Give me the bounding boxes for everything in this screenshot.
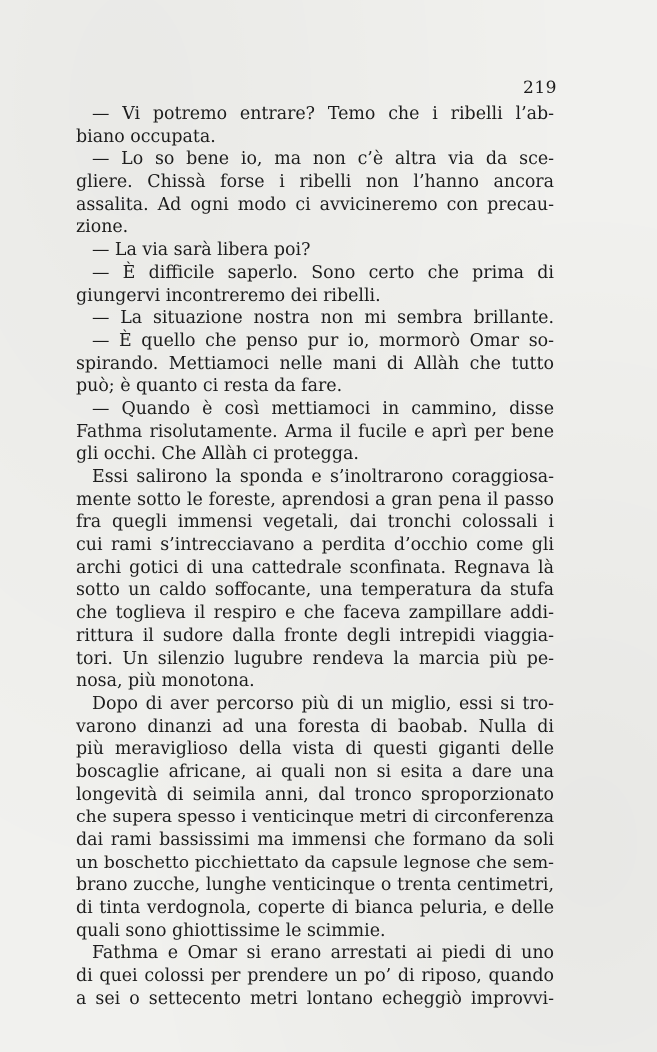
text-line: fra quegli immensi vegetali, dai tronchi colossali i xyxy=(76,512,554,533)
text-line: spirando. Mettiamoci nelle mani di Allàh che tutto xyxy=(76,353,554,374)
text-line: gli occhi. Che Allàh ci protegga. xyxy=(76,444,359,465)
text-line: può; è quanto ci resta da fare. xyxy=(76,376,343,397)
text-line: cui rami s’intrecciavano a perdita d’occhio come gli xyxy=(76,535,554,556)
text-line: a sei o settecento metri lontano echeggiò improvvi- xyxy=(76,988,554,1009)
text-line: — È difficile saperlo. Sono certo che prima di xyxy=(92,262,554,283)
text-line: gliere. Chissà forse i ribelli non l’hanno ancora xyxy=(76,172,554,193)
text-line: boscaglie africane, ai quali non si esita a dare una xyxy=(76,761,554,782)
text-line: archi gotici di una cattedrale sconfinata. Regnava là xyxy=(76,557,554,578)
text-line: — Vi potremo entrare? Temo che i ribelli l’ab- xyxy=(92,104,554,124)
text-line: Fathma risolutamente. Arma il fucile e aprì per bene xyxy=(76,421,554,442)
text-line: di quei colossi per prendere un po’ di riposo, quando xyxy=(76,966,554,987)
text-line: brano zucche, lunghe venticinque o trenta centimetri, xyxy=(76,875,554,896)
text-line: — Lo so bene io, ma non c’è altra via da sce- xyxy=(92,149,554,170)
text-line: varono dinanzi ad una foresta di baobab. Nulla di xyxy=(76,716,554,737)
text-line: — La via sarà libera poi? xyxy=(92,240,311,261)
text-line: Fathma e Omar si erano arrestati ai piedi di uno xyxy=(92,943,554,964)
page-number: 219 xyxy=(523,78,557,98)
text-line: più meraviglioso della vista di questi giganti delle xyxy=(76,739,554,760)
text-line: di tinta verdognola, coperte di bianca peluria, e delle xyxy=(76,898,554,919)
text-line: che toglieva il respiro e che faceva zampillare addi- xyxy=(76,603,554,624)
text-line: tori. Un silenzio lugubre rendeva la marcia più pe- xyxy=(76,648,554,669)
text-line: giungervi incontreremo dei ribelli. xyxy=(76,285,381,306)
text-line: Dopo di aver percorso più di un miglio, essi si tro- xyxy=(92,693,554,714)
text-line: — La situazione nostra non mi sembra brillante. xyxy=(92,308,554,329)
text-line: mente sotto le foreste, aprendosi a gran pena il passo xyxy=(76,489,554,510)
text-line: zione. xyxy=(76,217,129,238)
text-line: biano occupata. xyxy=(76,126,216,147)
text-line: dai rami bassissimi ma immensi che formano da soli xyxy=(76,830,554,850)
text-line: quali sono ghiottissime le scimmie. xyxy=(76,920,386,941)
text-line: — È quello che penso pur io, mormorò Omar so- xyxy=(92,330,554,351)
body-text xyxy=(76,103,554,1011)
text-line: rittura il sudore dalla fronte degli intrepidi viaggia- xyxy=(76,625,554,646)
text-line: assalita. Ad ogni modo ci avvicineremo con precau- xyxy=(76,194,554,215)
text-line: un boschetto picchiettato da capsule legnose che sem- xyxy=(76,852,554,873)
text-line: — Quando è così mettiamoci in cammino, disse xyxy=(92,398,554,419)
text-line: nosa, più monotona. xyxy=(76,671,255,692)
text-line: che supera spesso i venticinque metri di circonferenza xyxy=(76,807,554,828)
text-line: sotto un caldo soffocante, una temperatura da stufa xyxy=(76,580,554,601)
text-line: Essi salirono la sponda e s’inoltrarono coraggiosa- xyxy=(92,467,554,487)
text-line: longevità di seimila anni, dal tronco sproporzionato xyxy=(76,784,554,805)
